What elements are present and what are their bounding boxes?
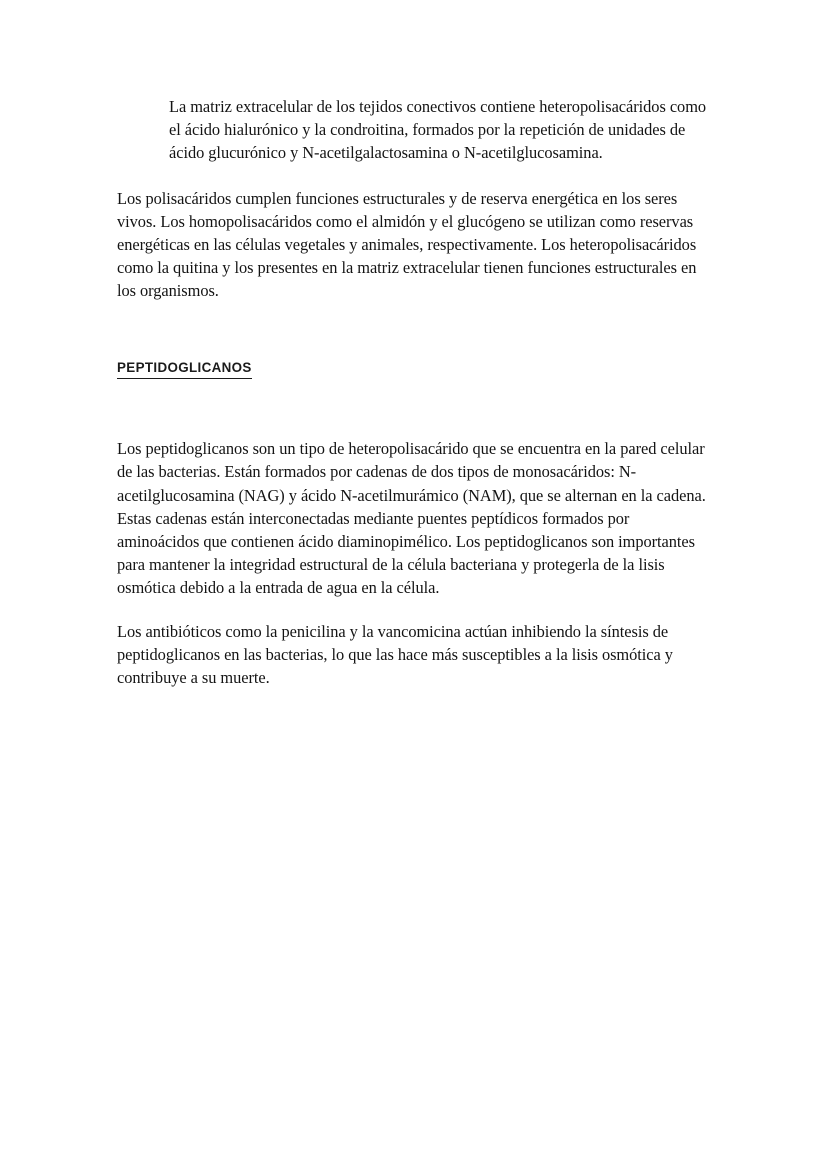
document-text-column [117,95,711,689]
paragraph-polysaccharide-functions: Los polisacáridos cumplen funciones estructurales y de reserva energética en los seres vivos. Los homopolisacáridos como el almidón y el glucógeno se utilizan como reservas energéticas en las células vegetales y animales, respectivamente. Los heteropolisacáridos como la quitina y los presentes en la matriz extracelular tienen funciones estructurales en los organismos. [117,188,697,301]
section-heading-wrapper [117,359,711,380]
section-heading-peptidoglicanos: PEPTIDOGLICANOS [117,359,252,380]
heading-bottom-spacer [117,379,711,437]
paragraph-antibiotics: Los antibióticos como la penicilina y la vancomicina actúan inhibiendo la síntesis de peptidoglicanos en las bacterias, lo que las hace más susceptibles a la lisis osmótica y contribuye a su muerte. [117,621,673,687]
paragraph-extracellular-matrix: La matriz extracelular de los tejidos conectivos contiene heteropolisacáridos como el ácido hialurónico y la condroitina, formados por la repetición de unidades de ácido glucurónico y N-acetilgalactosamina o N-acetilglucosamina. [169,97,707,163]
heading-top-spacer [117,323,711,359]
paragraph-peptidoglycan-structure: Los peptidoglicanos son un tipo de heteropolisacárido que se encuentra en la pared celular de las bacterias. Están formados por cadenas de dos tipos de monosacáridos: N-acetilglucosamina (NAG) y ácido N-acetilmurámico (NAM), que se alternan en la cadena. Estas cadenas están interconectadas mediante puentes peptídicos formados por aminoácidos que contienen ácido diaminopimélico. Los peptidoglicanos son importantes para mantener la integridad estructural de la célula bacteriana y protegerla de la lisis osmótica debido a la entrada de agua en la célula. [117,439,706,598]
